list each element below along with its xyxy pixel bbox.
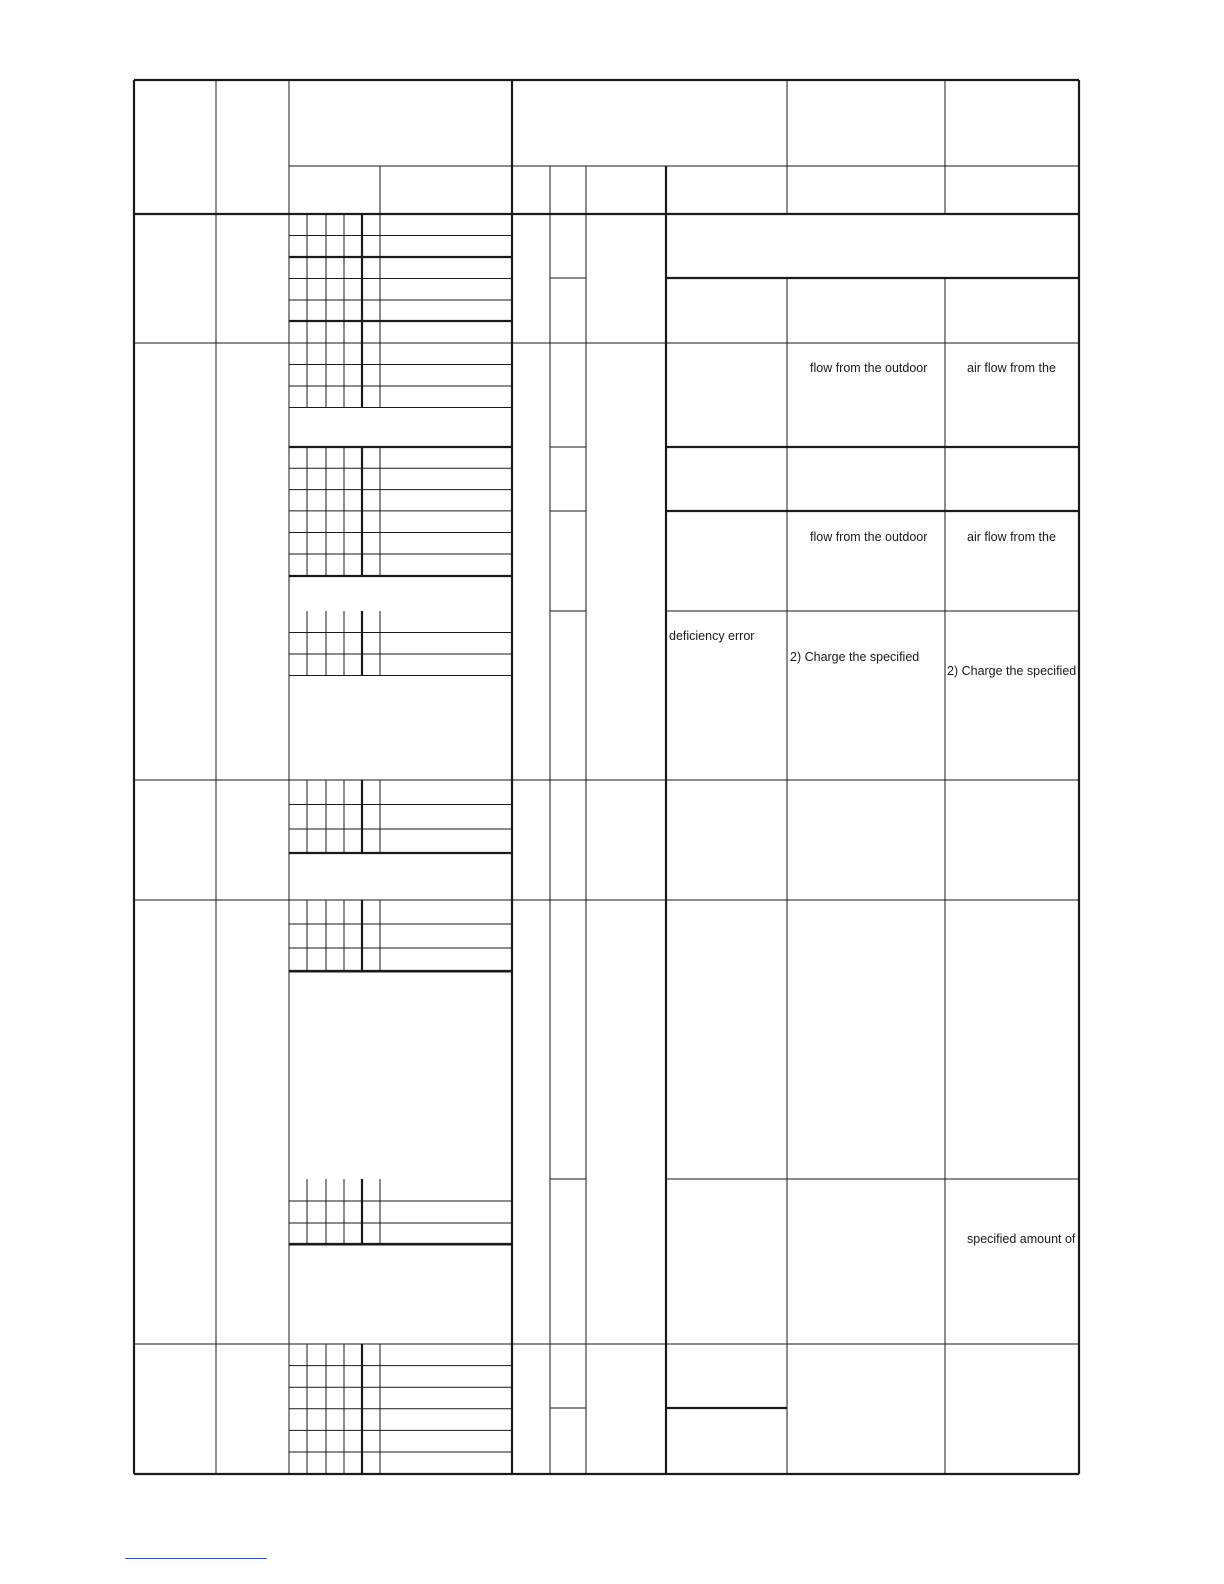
cell-text-8: specified amount of [967,1232,1076,1246]
cell-text-3: flow from the outdoor [810,530,928,544]
cell-text-7: 2) Charge the specified [947,664,1077,678]
footer-link-underline [125,1558,267,1559]
cell-text-1: flow from the outdoor [810,361,928,375]
cell-text-5: deficiency error [669,629,755,643]
cell-text-2: air flow from the [967,361,1056,375]
cell-text-6: 2) Charge the specified [790,650,920,664]
cell-text-4: air flow from the [967,530,1056,544]
